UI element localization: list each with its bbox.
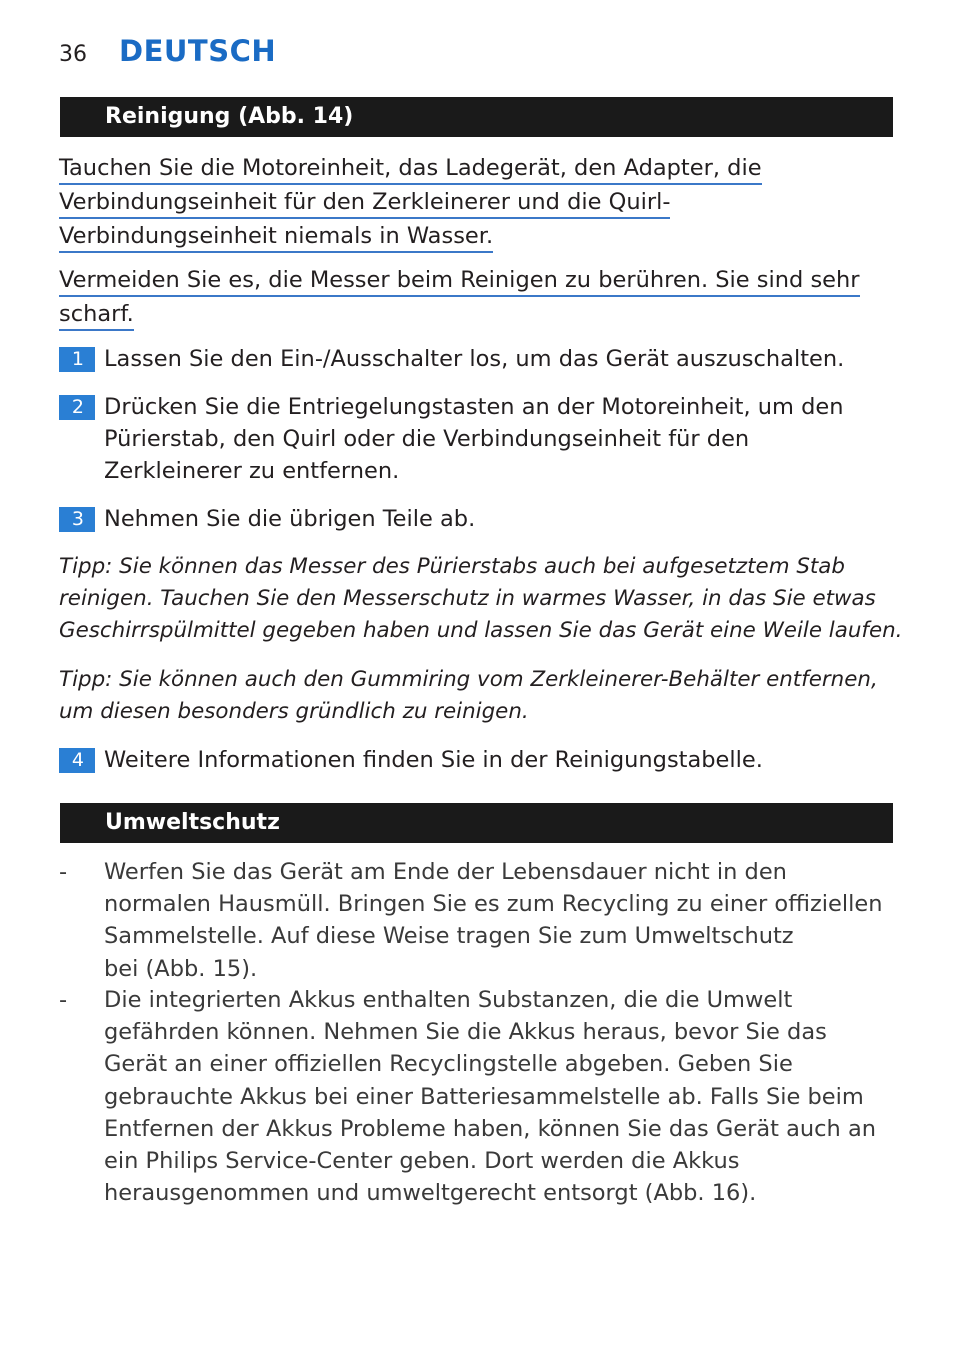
warning-line: scharf. (59, 300, 134, 331)
step-text: Drücken Sie die Entriegelungstasten an der Motoreinheit, um den (104, 394, 844, 420)
warning-line: Vermeiden Sie es, die Messer beim Reinigen zu berühren. Sie sind sehr (59, 266, 860, 297)
tip-line: um diesen besonders gründlich zu reinigen. (59, 699, 529, 725)
warning-blades (59, 264, 860, 332)
tip-line: Geschirrspülmittel gegeben haben und lassen Sie das Gerät eine Weile laufen. (59, 618, 903, 644)
tip-blade-cleaning (59, 551, 902, 648)
warning-line: Tauchen Sie die Motoreinheit, das Ladegerät, den Adapter, die (59, 154, 762, 185)
tip-line: Tipp: Sie können das Messer des Pürierstabs auch bei aufgesetztem Stab (59, 554, 845, 579)
bullet-line: Werfen Sie das Gerät am Ende der Lebensdauer nicht in den (104, 859, 787, 885)
page-header (59, 34, 276, 74)
step-text: Weitere Informationen finden Sie in der Reinigungstabelle. (104, 747, 763, 773)
warning-line: Verbindungseinheit für den Zerkleinerer und die Quirl- (59, 188, 670, 219)
tip-rubber-ring (59, 664, 878, 728)
section-heading-cleaning: Reinigung (Abb. 14) (60, 97, 893, 137)
page-number: 36 (59, 42, 87, 67)
bullet-dash: - (59, 987, 68, 1013)
bullet-line: herausgenommen und umweltgerecht entsorgt (Abb. 16). (104, 1180, 757, 1207)
warning-line: Verbindungseinheit niemals in Wasser. (59, 222, 493, 253)
bullet-line: normalen Hausmüll. Bringen Sie es zum Recycling zu einer offiziellen (104, 891, 883, 918)
language-heading: DEUTSCH (119, 34, 277, 68)
tip-line: Tipp: Sie können auch den Gummiring vom Zerkleinerer-Behälter entfernen, (59, 667, 878, 692)
bullet-dash: - (59, 859, 68, 885)
step-text: Nehmen Sie die übrigen Teile ab. (104, 506, 476, 532)
step-number-badge: 3 (59, 507, 95, 532)
bullet-line: Die integrierten Akkus enthalten Substanzen, die die Umwelt (104, 987, 793, 1013)
bullet-line: Entfernen der Akkus Probleme haben, können Sie das Gerät auch an (104, 1115, 876, 1142)
warning-immersion (59, 152, 762, 254)
tip-line: reinigen. Tauchen Sie den Messerschutz in warmes Wasser, in das Sie etwas (59, 586, 876, 612)
step-text: Lassen Sie den Ein-/Ausschalter los, um das Gerät auszuschalten. (104, 346, 845, 372)
step-text: Pürierstab, den Quirl oder die Verbindungseinheit für den (104, 426, 750, 453)
step-number-badge: 2 (59, 395, 95, 420)
bullet-line: gefährden können. Nehmen Sie die Akkus heraus, bevor Sie das (104, 1019, 827, 1046)
step-text: Zerkleinerer zu entfernen. (104, 458, 400, 485)
bullet-line: Gerät an einer offiziellen Recyclingstelle abgeben. Geben Sie (104, 1051, 793, 1078)
bullet-line: gebrauchte Akkus bei einer Batteriesammelstelle ab. Falls Sie beim (104, 1083, 864, 1110)
bullet-line: bei (Abb. 15). (104, 955, 258, 982)
bullet-line: ein Philips Service-Center geben. Dort werden die Akkus (104, 1148, 740, 1175)
step-number-badge: 4 (59, 748, 95, 773)
section-heading-environment: Umweltschutz (60, 803, 893, 843)
bullet-line: Sammelstelle. Auf diese Weise tragen Sie zum Umweltschutz (104, 923, 794, 950)
step-number-badge: 1 (59, 347, 95, 372)
